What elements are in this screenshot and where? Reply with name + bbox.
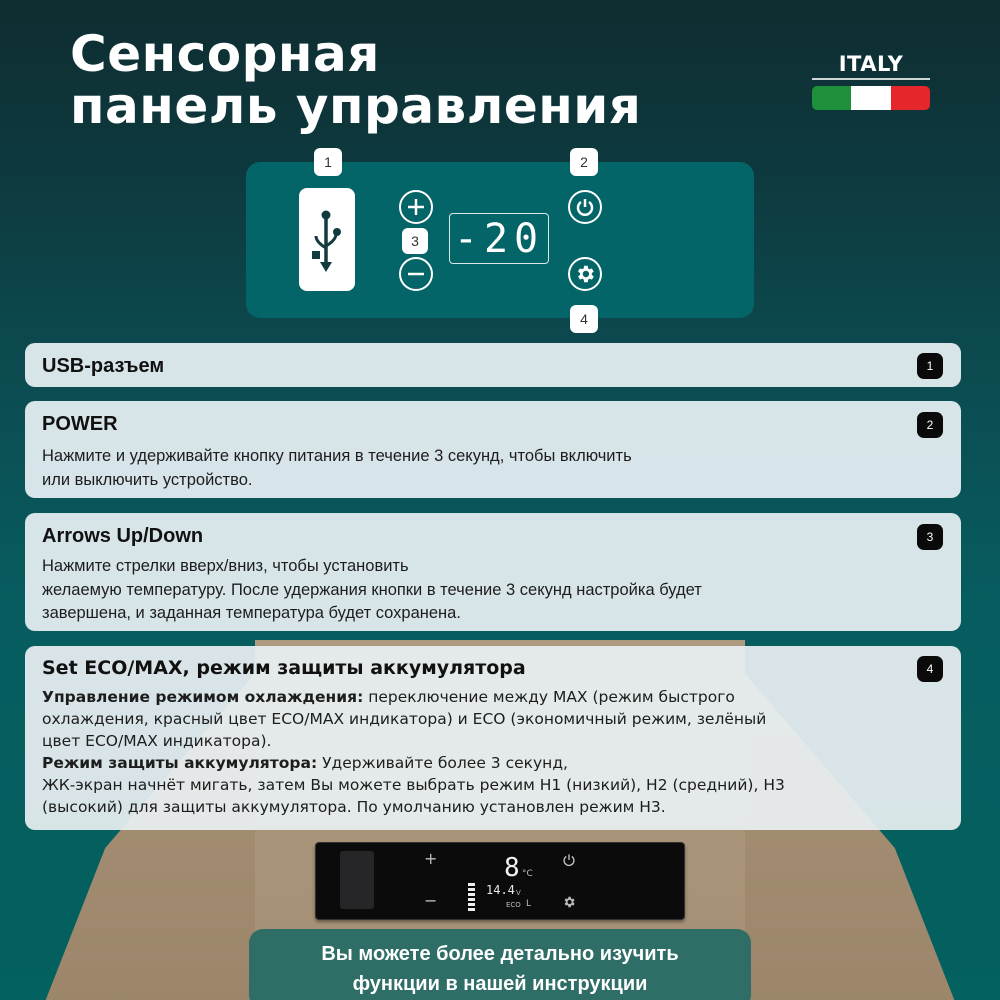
description-text: переключение между MAX (режим быстрого [363, 688, 735, 706]
marker-4: 4 [570, 305, 598, 333]
battery-mode-label: Режим защиты аккумулятора: [42, 754, 318, 772]
temperature-display: -20 [449, 213, 549, 264]
title-line-1: Сенсорная [70, 25, 380, 83]
minus-icon: − [424, 891, 438, 910]
plus-icon [406, 197, 426, 217]
gear-icon [562, 895, 576, 909]
minus-icon [406, 264, 426, 284]
settings-button[interactable] [568, 257, 602, 291]
note-line: функции в нашей инструкции [352, 973, 648, 995]
device-voltage: 14.4 [486, 883, 515, 897]
origin-badge [812, 52, 930, 110]
usb-cover [340, 851, 374, 909]
device-level: L [526, 899, 532, 909]
description-line: или выключить устройство. [42, 470, 253, 489]
description-line: Нажмите стрелки вверх/вниз, чтобы установить [42, 557, 409, 575]
card-description [42, 555, 944, 626]
description-line: цвет ECO/MAX индикатора). [42, 732, 272, 750]
description-line [42, 752, 944, 774]
temp-unit: °C [522, 869, 533, 879]
card-title: POWER [42, 413, 118, 435]
flag-red [891, 86, 930, 110]
description-line: охлаждения, красный цвет ECO/MAX индикатора) и ECO (экономичный режим, зелёный [42, 710, 767, 728]
battery-level-icon [468, 883, 475, 913]
description-line: желаемую температуру. После удержания кнопки в течение 3 секунд настройка будет [42, 580, 702, 599]
description-line [42, 686, 944, 708]
flag-white [851, 86, 890, 110]
card-number-badge: 1 [917, 353, 943, 379]
temp-up-button[interactable] [399, 190, 433, 224]
divider [812, 78, 930, 80]
note-line: Вы можете более детально изучить [321, 943, 679, 965]
usb-port [299, 188, 355, 291]
device-control-panel [315, 842, 685, 920]
description-line: ЖК-экран начнёт мигать, затем Вы можете выбрать режим H1 (низкий), H2 (средний), H3 [42, 776, 785, 794]
card-arrows [25, 513, 961, 631]
marker-2: 2 [570, 148, 598, 176]
device-temperature: 8 [504, 853, 520, 883]
italy-flag-icon [812, 86, 930, 110]
card-title: Set ECO/MAX, режим защиты аккумулятора [42, 657, 526, 679]
temp-down-button[interactable] [399, 257, 433, 291]
manual-note [249, 929, 751, 1000]
description-line: завершена, и заданная температура будет сохранена. [42, 604, 461, 622]
card-description [42, 445, 944, 492]
description-text: Удерживайте более 3 секунд, [317, 754, 568, 772]
usb-icon [312, 206, 342, 274]
power-icon [562, 853, 576, 867]
card-title: USB-разъем [42, 355, 165, 377]
card-number-badge: 3 [917, 524, 943, 550]
page-title [70, 25, 642, 135]
voltage-unit: V [516, 889, 521, 897]
flag-green [812, 86, 851, 110]
card-number-badge: 2 [917, 412, 943, 438]
power-icon [575, 197, 595, 217]
card-power [25, 401, 961, 498]
plus-icon: + [424, 849, 438, 868]
card-eco-max [25, 646, 961, 830]
card-usb [25, 343, 961, 387]
description-line: Нажмите и удерживайте кнопку питания в течение 3 секунд, чтобы включить [42, 447, 632, 465]
cooling-mode-label: Управление режимом охлаждения: [42, 688, 364, 706]
marker-1: 1 [314, 148, 342, 176]
title-line-2: панель управления [70, 77, 642, 135]
description-line: (высокий) для защиты аккумулятора. По умолчанию установлен режим H3. [42, 798, 666, 816]
card-title: Arrows Up/Down [42, 525, 204, 547]
card-number-badge: 4 [917, 656, 943, 682]
card-description [42, 686, 944, 818]
power-button[interactable] [568, 190, 602, 224]
device-mode: ECO [506, 901, 521, 909]
gear-icon [574, 263, 596, 285]
origin-label: ITALY [838, 52, 904, 76]
marker-3: 3 [402, 228, 428, 254]
